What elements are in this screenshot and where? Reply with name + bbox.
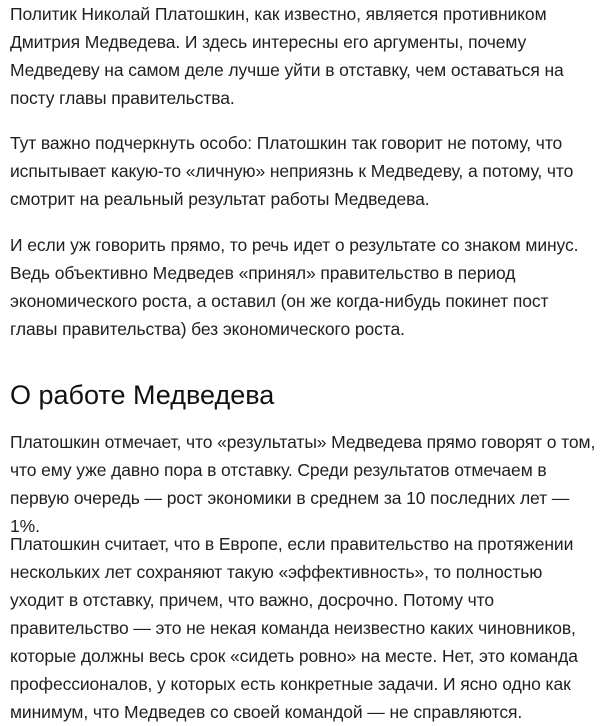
article-paragraph-1: Политик Николай Платошкин, как известно, является противником Дмитрия Медведева. И здесь интересны его аргументы, почему Медведеву на самом деле лучше уйти в отставку, чем оставаться на посту главы правительства. (10, 4, 564, 108)
article-paragraph-3: И если уж говорить прямо, то речь идет о результате со знаком минус. Ведь объективно Медведев «принял» правительство в период экономического роста, а оставил (он же когда-нибудь покинет пост главы правительства) без экономического роста. (10, 235, 579, 339)
article-paragraph-2: Тут важно подчеркнуть особо: Платошкин так говорит не потому, что испытывает какую-то «личную» неприязнь к Медведеву, а потому, что смотрит на реальный результат работы Медведева. (10, 133, 574, 209)
section-heading: О работе Медведева (10, 380, 275, 410)
article-paragraph-5: Платошкин считает, что в Европе, если правительство на протяжении нескольких лет сохраняют такую «эффективность», то полностью уходит в отставку, причем, что важно, досрочно. Потому что правительство — это не некая команда неизвестно каких чиновников, которые должны весь срок «сидеть ровно» на месте. Нет, это команда профессионалов, у которых есть конкретные задачи. И ясно одно как минимум, что Медведев со своей командой — не справляются. (10, 534, 578, 722)
article-paragraph-4: Платошкин отмечает, что «результаты» Медведева прямо говорят о том, что ему уже давно пора в отставку. Среди результатов отмечаем в первую очередь — рост экономики в среднем за 10 последних лет — 1%. (10, 432, 596, 536)
